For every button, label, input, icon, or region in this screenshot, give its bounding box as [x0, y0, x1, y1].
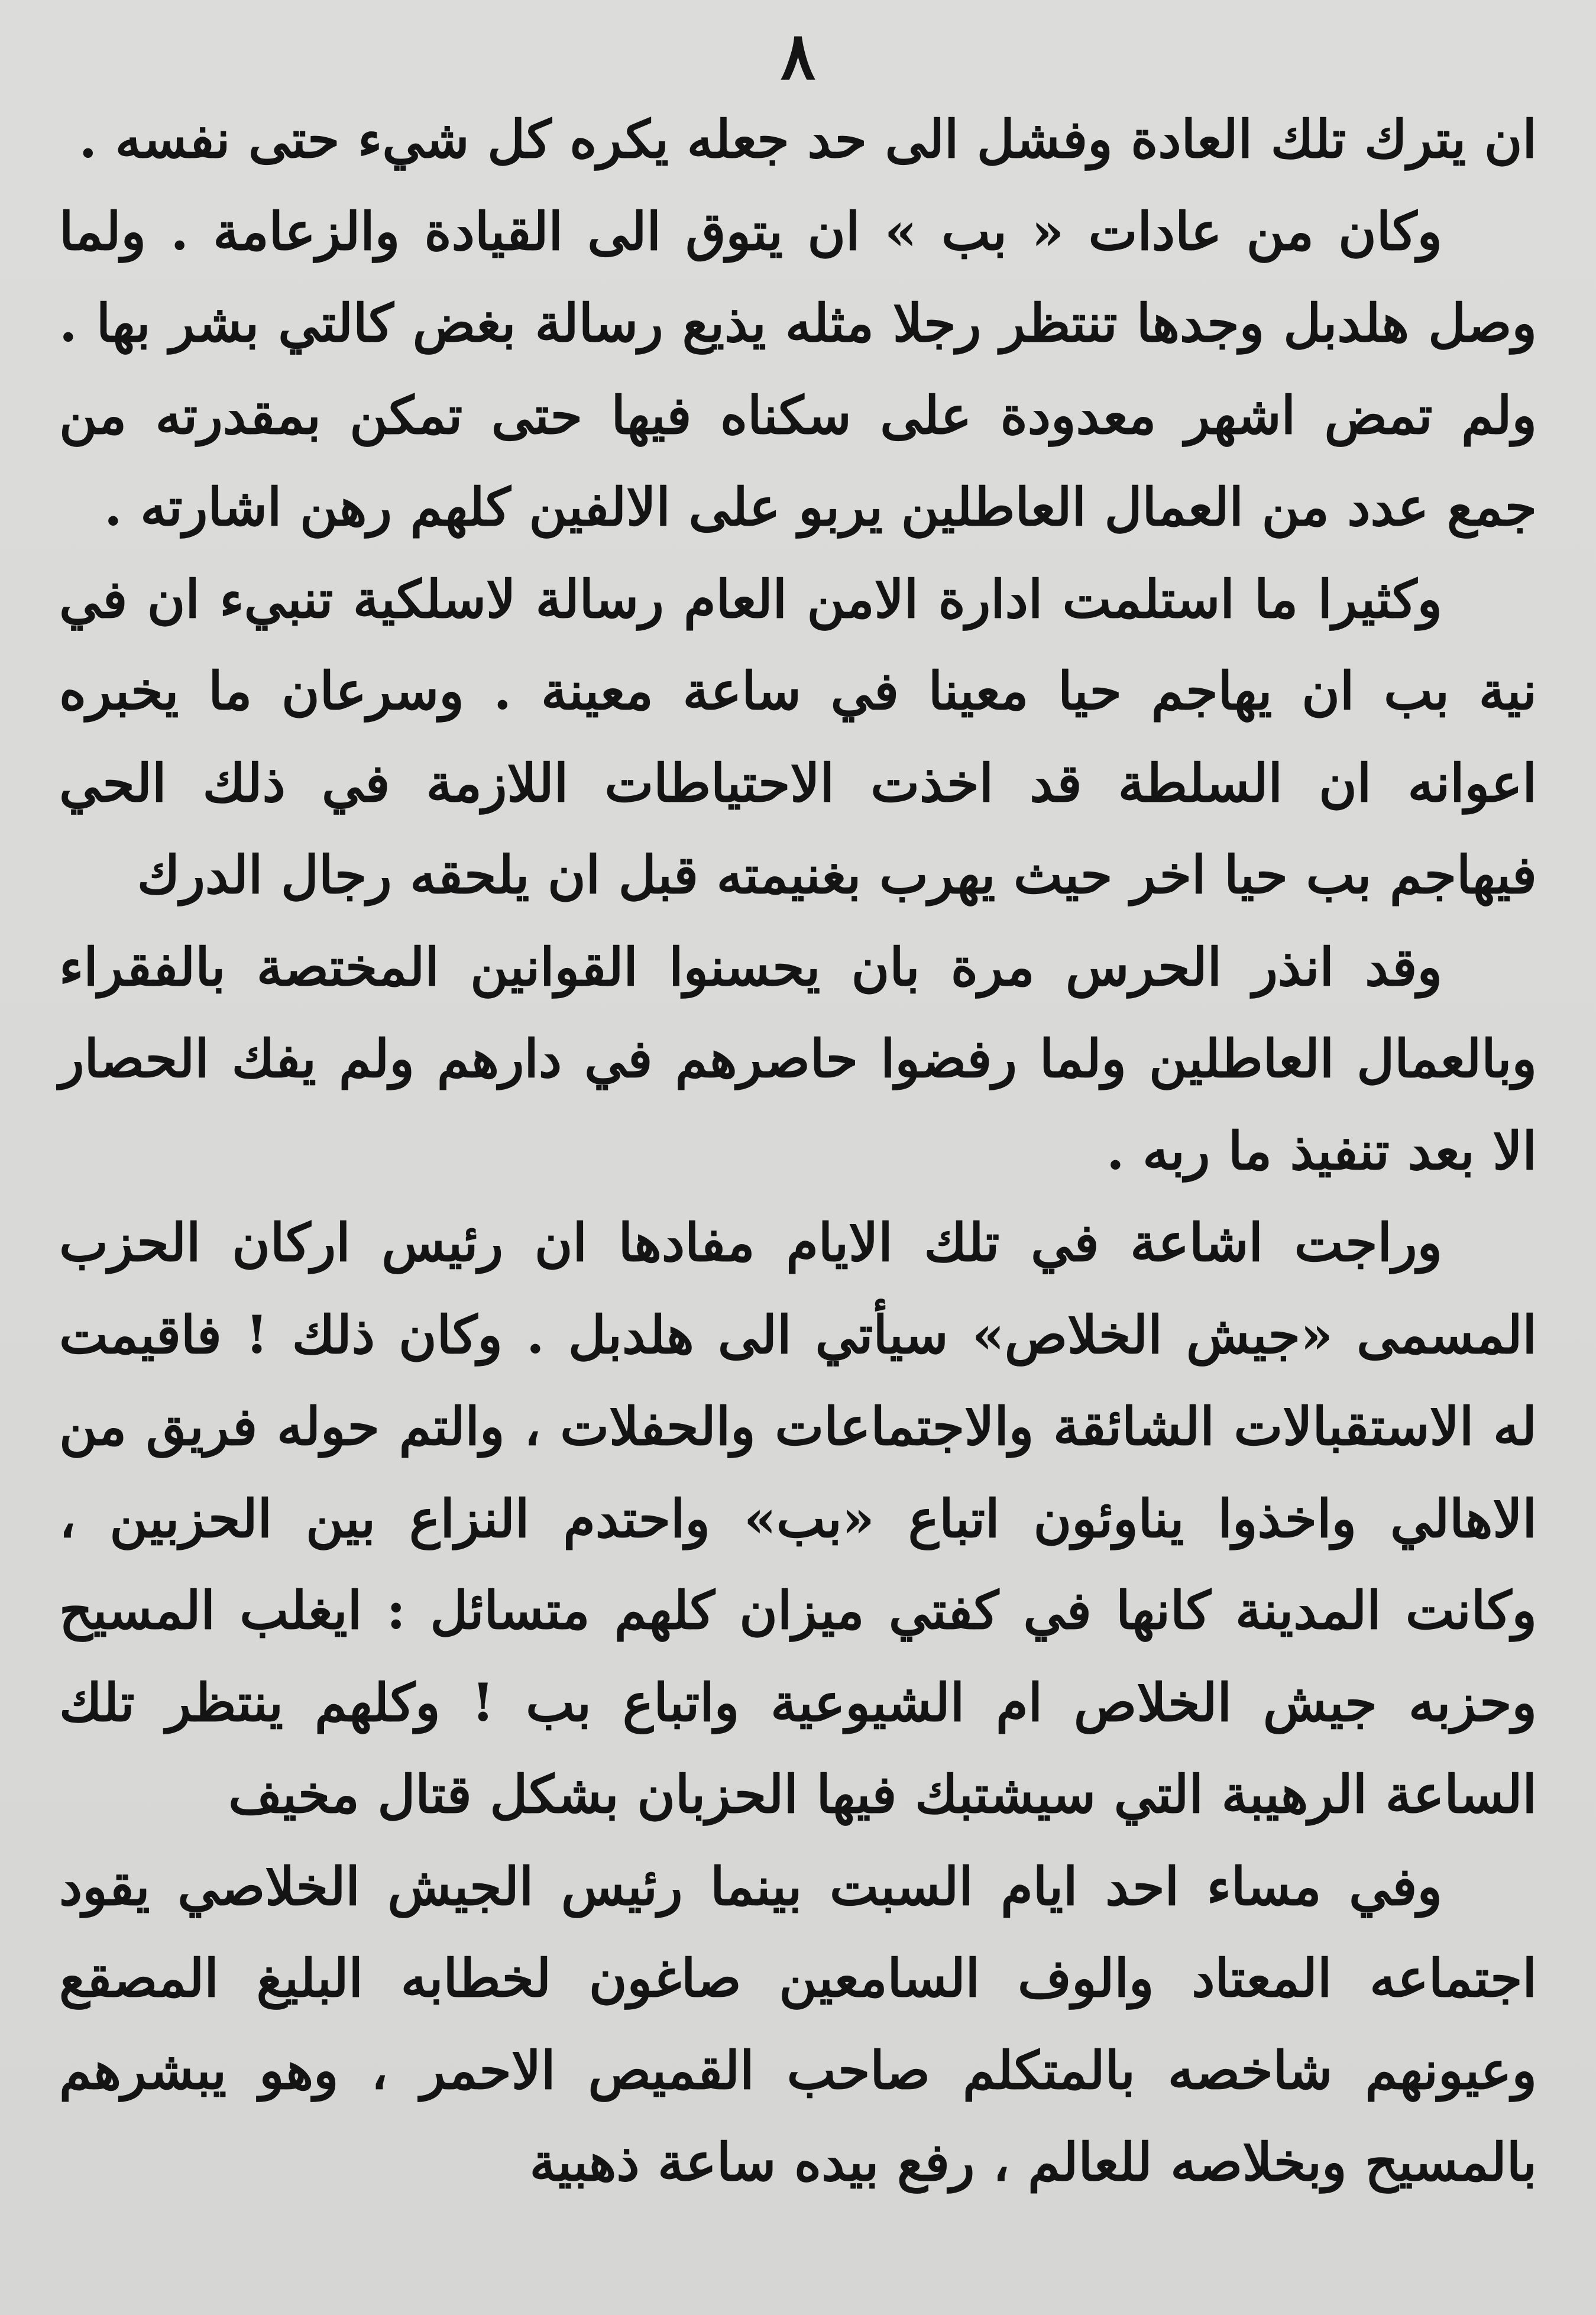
body-text: [59, 93, 1537, 2209]
paragraph: وراجت اشاعة في تلك الايام مفادها ان رئيس اركان الحزب المسمى «جيش الخلاص» سيأتي الى هلدبل . وكان ذلك ! فاقيمت له الاستقبالات الشائقة والاجتماعات والحفلات ، والتم حوله فريق من الاهالي واخذوا يناوئون اتباع «بب» واحتدم النزاع بين الحزبين ، وكانت المدينة كانها في كفتي ميزان كلهم متسائل : ايغلب المسيح وحزبه جيش الخلاص ام الشيوعية واتباع بب ! وكلهم ينتظر تلك الساعة الرهيبة التي سيشتبك فيها الحزبان بشكل قتال مخيف: [59, 1212, 1537, 1825]
paragraph: ان يترك تلك العادة وفشل الى حد جعله يكره كل شيء حتى نفسه .: [79, 108, 1537, 170]
paragraph: وكان من عادات « بب » ان يتوق الى القيادة والزعامة . ولما وصل هلدبل وجدها تنتظر رجلا مثله يذيع رسالة بغض كالتي بشر بها . ولم تمض اشهر معدودة على سكناه فيها حتى تمكن بمقدرته من جمع عدد من العمال العاطلين يربو على الالفين كلهم رهن اشارته .: [59, 200, 1537, 538]
paragraph: وقد انذر الحرس مرة بان يحسنوا القوانين المختصة بالفقراء وبالعمال العاطلين ولما رفضوا حاصرهم في دارهم ولم يفك الحصار الا بعد تنفيذ ما ربه .: [59, 935, 1537, 1181]
paragraph: وكثيرا ما استلمت ادارة الامن العام رسالة لاسلكية تنبيء ان في نية بب ان يهاجم حيا معينا في ساعة معينة . وسرعان ما يخبره اعوانه ان السلطة قد اخذت الاحتياطات اللازمة في ذلك الحي فيهاجم بب حيا اخر حيث يهرب بغنيمته قبل ان يلحقه رجال الدرك: [59, 568, 1537, 905]
page-number: ٨: [780, 18, 816, 94]
paragraph: وفي مساء احد ايام السبت بينما رئيس الجيش الخلاصي يقود اجتماعه المعتاد والوف السامعين صاغون لخطابه البليغ المصقع وعيونهم شاخصه بالمتكلم صاحب القميص الاحمر ، وهو يبشرهم بالمسيح وبخلاصه للعالم ، رفع بيده ساعة ذهبية: [59, 1855, 1537, 2193]
